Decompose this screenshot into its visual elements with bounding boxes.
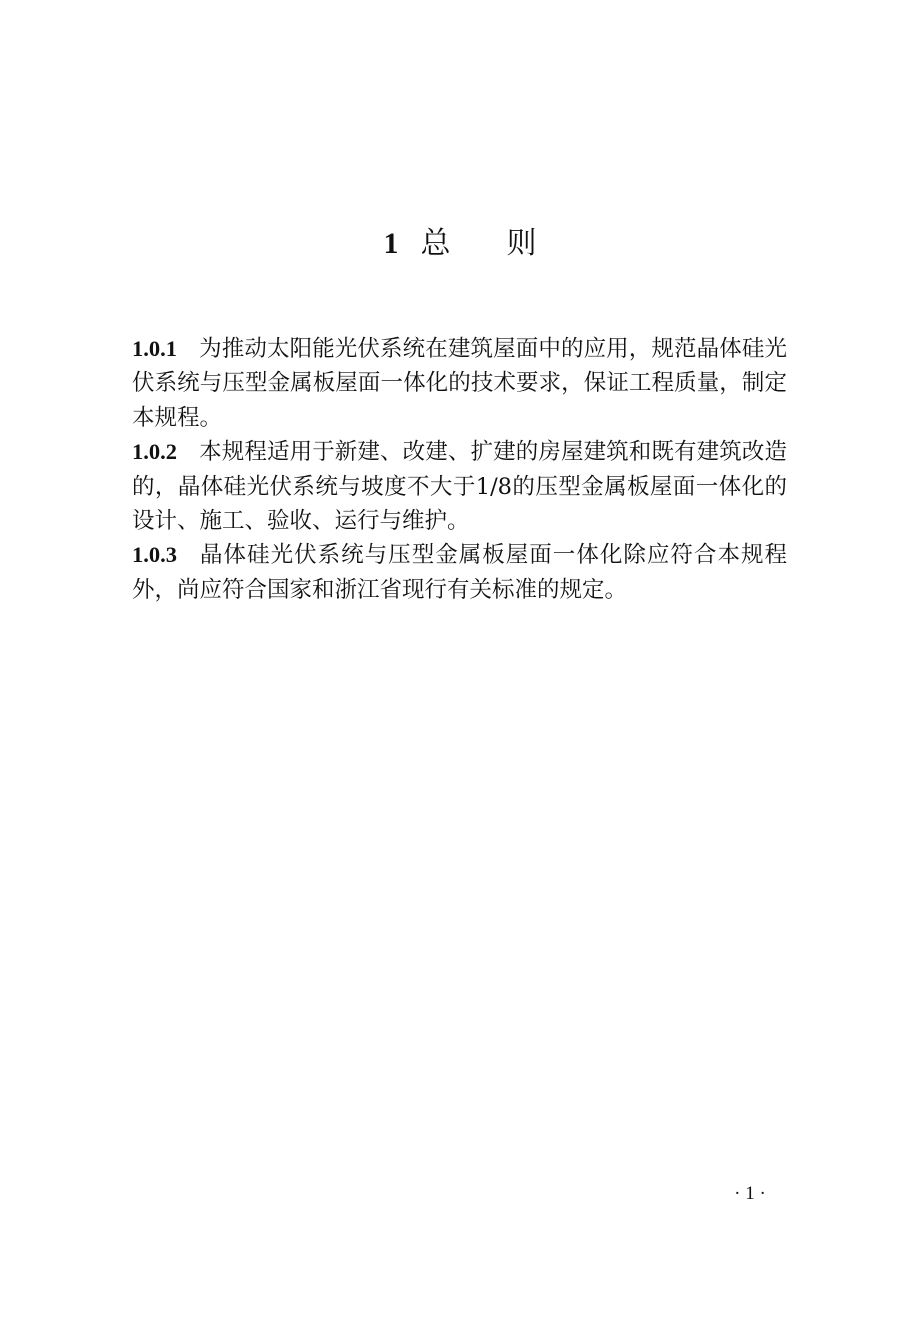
clause-list — [132, 332, 787, 607]
clause-number: 1.0.1 — [132, 336, 177, 361]
chapter-heading — [0, 222, 920, 266]
clause-number: 1.0.2 — [132, 439, 177, 465]
clause-number: 1.0.3 — [132, 542, 177, 568]
clause-text: 晶体硅光伏系统与压型金属板屋面一体化除应符合本规程外，尚应符合国家和浙江省现行有关标准的规定。 — [132, 542, 787, 603]
clause-1-0-2 — [132, 435, 787, 538]
clause-text: 为推动太阳能光伏系统在建筑屋面中的应用，规范晶体硅光伏系统与压型金属板屋面一体化的技术要求，保证工程质量，制定本规程。 — [132, 336, 787, 431]
clause-text: 本规程适用于新建、改建、扩建的房屋建筑和既有建筑改造的，晶体硅光伏系统与坡度不大于1/8的压型金属板屋面一体化的设计、施工、验收、运行与维护。 — [132, 439, 787, 535]
chapter-number: 1 — [383, 227, 399, 260]
page-number: · 1 · — [734, 1183, 766, 1204]
clause-1-0-3 — [132, 538, 787, 607]
clause-1-0-1 — [132, 332, 787, 435]
chapter-title: 总则 — [420, 226, 593, 261]
